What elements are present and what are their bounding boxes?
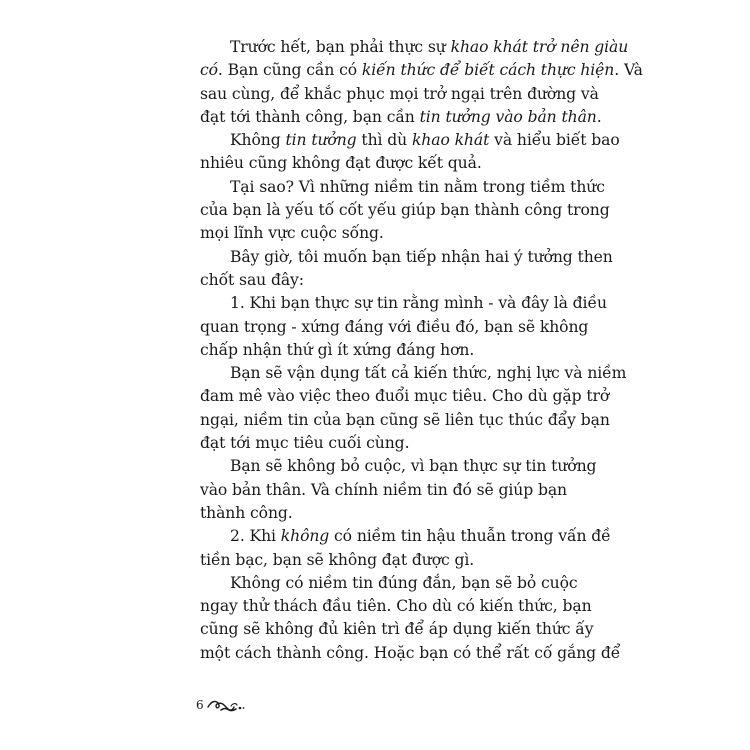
text-run: 1. Khi bạn thực sự tin rằng mình - và đây là điều: [230, 294, 607, 313]
text-run: đam mê vào việc theo đuổi mục tiêu. Cho dù gặp trở: [200, 387, 610, 406]
text-run: Bạn sẽ vận dụng tất cả kiến thức, nghị lực và niềm: [230, 364, 627, 383]
italic-text-run: khao khát trở nên giàu: [450, 38, 629, 56]
text-run: chốt sau đây:: [200, 270, 304, 289]
text-run: tiền bạc, bạn sẽ không đạt được gì.: [200, 550, 475, 569]
text-run: Trước hết, bạn phải thực sự: [230, 38, 451, 56]
text-run: chấp nhận thứ gì ít xứng đáng hơn.: [200, 340, 475, 359]
text-line: [200, 432, 560, 455]
text-line: [200, 106, 602, 129]
flourish-ornament-icon: [207, 697, 245, 713]
text-run: mọi lĩnh vực cuộc sống.: [200, 224, 384, 243]
text-line: [200, 36, 629, 59]
text-run: thì dù: [356, 131, 412, 150]
text-run: vào bản thân. Và chính niềm tin đó sẽ giúp bạn: [200, 480, 567, 499]
text-run: . Bạn cũng cần có: [217, 61, 362, 80]
text-line: [200, 362, 627, 385]
text-line: [200, 455, 597, 478]
page-footer: [196, 694, 245, 716]
text-line: [200, 525, 611, 548]
text-line: [200, 176, 605, 199]
body-text: [200, 36, 643, 665]
text-run: .: [596, 107, 602, 126]
text-line: [200, 642, 621, 665]
text-run: đạt tới thành công, bạn cần: [200, 107, 420, 126]
italic-text-run: tin tưởng: [285, 131, 357, 150]
text-run: có niềm tin hậu thuẫn trong vấn đề: [329, 527, 611, 546]
text-run: Tại sao? Vì những niềm tin nằm trong tiềm thức: [230, 177, 605, 196]
text-run: Bây giờ, tôi muốn bạn tiếp nhận hai ý tưởng then: [230, 247, 613, 266]
italic-text-run: tin tưởng vào bản thân: [419, 107, 597, 126]
text-run: . Và: [614, 61, 643, 80]
italic-text-run: khao khát: [411, 131, 490, 150]
text-line: [200, 59, 643, 82]
text-run: Không: [230, 131, 286, 150]
text-line: [200, 595, 592, 618]
text-run: thành công.: [200, 503, 293, 522]
text-run: nhiêu cũng không đạt được kết quả.: [200, 154, 482, 173]
text-line: [200, 152, 560, 175]
text-line: [200, 83, 599, 106]
text-line: [200, 339, 560, 362]
text-run: Bạn sẽ không bỏ cuộc, vì bạn thực sự tin tưởng: [230, 457, 597, 476]
text-run: 2. Khi: [230, 527, 281, 546]
text-run: một cách thành công. Hoặc bạn có thể rất cố gắng để: [200, 643, 621, 662]
italic-text-run: không: [280, 527, 330, 546]
page-number: 6: [196, 698, 204, 712]
italic-text-run: kiến thức để biết cách thực hiện: [361, 61, 615, 80]
text-run: quan trọng - xứng đáng với điều đó, bạn sẽ không: [200, 317, 589, 336]
text-run: của bạn là yếu tố cốt yếu giúp bạn thành công trong: [200, 201, 610, 220]
text-run: Không có niềm tin đúng đắn, bạn sẽ bỏ cuộc: [230, 573, 578, 592]
text-line: [200, 385, 610, 408]
text-line: [200, 269, 560, 292]
text-line: [200, 292, 607, 315]
text-line: [200, 618, 594, 641]
text-line: [200, 479, 567, 502]
text-line: [200, 549, 560, 572]
text-line: [200, 572, 578, 595]
text-run: cũng sẽ không đủ kiên trì để áp dụng kiến thức ấy: [200, 620, 594, 639]
italic-text-run: có: [200, 61, 218, 80]
text-line: [200, 409, 610, 432]
text-line: [200, 222, 560, 245]
text-run: ngại, niềm tin của bạn cũng sẽ liên tục thúc đẩy bạn: [200, 410, 610, 429]
text-line: [200, 246, 613, 269]
text-run: ngay thử thách đầu tiên. Cho dù có kiến thức, bạn: [200, 597, 592, 616]
text-line: [200, 316, 589, 339]
text-run: sau cùng, để khắc phục mọi trở ngại trên đường và: [200, 84, 599, 103]
text-line: [200, 502, 560, 525]
text-run: đạt tới mục tiêu cuối cùng.: [200, 434, 410, 453]
text-run: và hiểu biết bao: [489, 131, 620, 150]
text-line: [200, 199, 610, 222]
text-line: [200, 129, 620, 152]
